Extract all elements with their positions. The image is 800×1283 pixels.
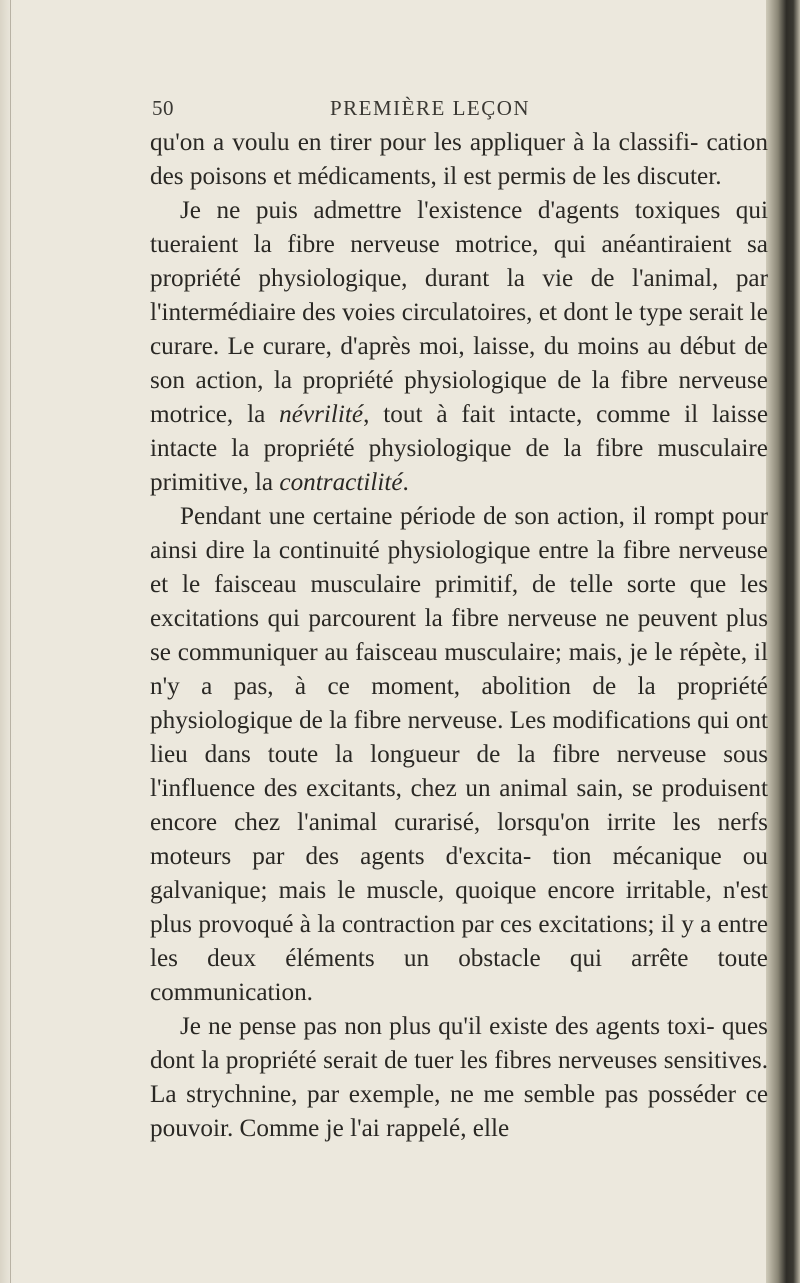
book-page	[150, 96, 768, 1146]
paragraph	[150, 194, 768, 500]
paragraph	[150, 126, 768, 194]
book-binding-edge	[766, 0, 800, 1283]
text-run: Je ne puis admettre l'existence d'agents toxiques qui tueraient la fibre nerveuse motrice, qui anéantiraient sa propriété physiologique, durant la vie de l'animal, par l'intermédiaire des voies circulatoires, et dont le type serait le curare. Le curare, d'après moi, laisse, du moins au début de son action, la propriété physiologique de la fibre nerveuse motrice, la	[150, 197, 768, 428]
text-run: Pendant une certaine période de son action, il rompt pour ainsi dire la continuité physiologique entre la fibre nerveuse et le faisceau musculaire primitif, de telle sorte que les excitations qui parcourent la fibre nerveuse ne peuvent plus se communiquer au faisceau musculaire; mais, je le répète, il n'y a pas, à ce moment, abolition de la propriété physiologique de la fibre nerveuse. Les modifications qui ont lieu dans toute la longueur de la fibre nerveuse sous l'influence des excitants, chez un animal sain, se produisent encore chez l'animal curarisé, lorsqu'on irrite les nerfs moteurs par des agents d'excita- tion mécanique ou galvanique; mais le muscle, quoique encore irritable, n'est plus provoqué à la contraction par ces excitations; il y a entre les deux éléments un obstacle qui arrête toute communication.	[150, 503, 768, 1006]
paragraph	[150, 1010, 768, 1146]
italic-term: névrilité	[279, 401, 364, 428]
paragraph	[150, 500, 768, 1010]
italic-term: contractilité	[279, 469, 403, 496]
gutter-line	[10, 0, 11, 1283]
running-head	[150, 96, 768, 120]
text-run: qu'on a voulu en tirer pour les appliquer à la classifi- cation des poisons et médicaments, il est permis de les discuter.	[150, 129, 768, 190]
body-text	[150, 126, 768, 1146]
text-run: Je ne pense pas non plus qu'il existe des agents toxi- ques dont la propriété serait de tuer les fibres nerveuses sensitives. La strychnine, par exemple, ne me semble pas posséder ce pouvoir. Comme je l'ai rappelé, elle	[150, 1013, 768, 1142]
page-left-edge	[0, 0, 16, 1283]
page-number: 50	[152, 96, 174, 120]
text-run: .	[402, 469, 409, 496]
running-title: PREMIÈRE LEÇON	[330, 96, 531, 120]
text-run: , tout à fait intacte, comme il laisse intacte la propriété physiologique de la fibre musculaire primitive, la	[150, 401, 768, 496]
